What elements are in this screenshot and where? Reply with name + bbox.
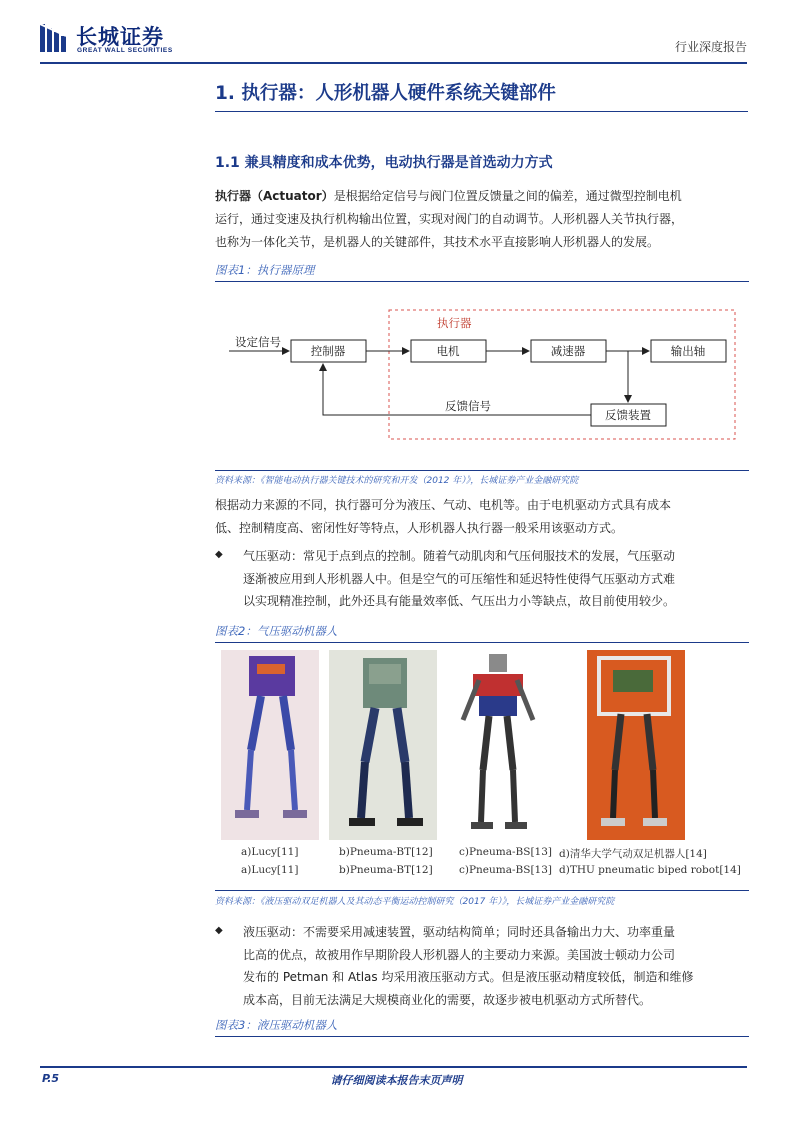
caption-pneuma-bt-en: b)Pneuma-BT[12]	[339, 864, 433, 876]
intro-paragraph	[215, 185, 749, 254]
hydraulic-bullet	[243, 921, 749, 1011]
thu-pneumatic-robot-image	[587, 650, 685, 840]
caption-thu-cn: d)清华大学气动双足机器人[14]	[559, 848, 707, 860]
brand-name-cn: 长城证券	[76, 24, 164, 49]
figure-2-top-rule	[215, 642, 749, 643]
output-shaft-label: 输出轴	[670, 344, 706, 358]
figure-2-title: 图表2：气压驱动机器人	[215, 624, 338, 638]
caption-pneuma-bs-en: c)Pneuma-BS[13]	[459, 864, 553, 876]
actuator-label: 执行器	[437, 316, 472, 330]
pneuma-bt-robot-image	[329, 650, 437, 840]
pneumatic-robots-figure	[215, 645, 749, 885]
bullet-line: 气压驱动：常见于点到点的控制。随着气动肌肉和气压伺服技术的发展，气压驱动	[243, 549, 676, 563]
pneuma-bs-robot-image	[449, 650, 547, 840]
controller-label: 控制器	[310, 344, 346, 358]
bullet-line: 液压驱动：不需要采用减速装置，驱动结构简单；同时还具备输出力大、功率重量	[243, 925, 676, 939]
page-number: P.5	[42, 1072, 60, 1085]
brand-name-en: GREAT WALL SECURITIES	[77, 47, 173, 54]
bullet-line: 以实现精准控制，此外还具有能量效率低、气压出力小等缺点，故目前使用较少。	[243, 594, 676, 608]
bullet-marker: ◆	[215, 925, 223, 936]
figure-1-source: 资料来源：《智能电动执行器关键技术的研究和开发（2012 年）》，长城证券产业金融研究院	[215, 476, 579, 486]
brand-logo-icon	[40, 22, 70, 54]
figure-3-top-rule	[215, 1036, 749, 1037]
figure-1-bottom-rule	[215, 470, 749, 471]
footer-disclaimer: 请仔细阅读本报告末页声明	[330, 1074, 463, 1087]
paragraph-line: 根据动力来源的不同，执行器可分为液压、气动、电机等。由于电机驱动方式具有成本	[215, 498, 672, 512]
bullet-line: 逐渐被应用到人形机器人中。但是空气的可压缩性和延迟特性使得气压驱动方式难	[243, 571, 676, 586]
section-heading: 1. 执行器：人形机器人硬件系统关键部件	[215, 83, 556, 104]
reducer-label: 减速器	[550, 344, 586, 358]
intro-line: 也称为一体化关节，是机器人的关键部件，其技术水平直接影响人形机器人的发展。	[215, 235, 660, 249]
pneumatic-bullet	[243, 545, 749, 613]
actuator-principle-diagram	[215, 285, 749, 465]
feedback-signal-label: 反馈信号	[445, 399, 491, 413]
motor-label: 电机	[436, 344, 460, 358]
set-signal-label: 设定信号	[235, 335, 281, 349]
heading-divider	[215, 111, 748, 112]
paragraph-line: 低、控制精度高、密闭性好等特点，人形机器人执行器一般采用该驱动方式。	[215, 521, 624, 535]
intro-line: 运行，通过变速及执行机构输出位置，实现对阀门的自动调节。人形机器人关节执行器，	[215, 212, 684, 226]
intro-line: 是根据给定信号与阀门位置反馈量之间的偏差，通过微型控制电机	[333, 189, 682, 203]
drive-type-paragraph	[215, 494, 749, 540]
footer-divider	[40, 1066, 747, 1068]
figure-2-bottom-rule	[215, 890, 749, 891]
bullet-line: 成本高，目前无法满足大规模商业化的需要，故逐步被电机驱动方式所替代。	[243, 992, 652, 1007]
report-type: 行业深度报告	[674, 40, 747, 54]
figure-3-title: 图表3：液压驱动机器人	[215, 1018, 338, 1032]
subsection-heading: 1.1 兼具精度和成本优势，电动执行器是首选动力方式	[215, 155, 553, 171]
bullet-line: 发布的 Petman 和 Atlas 均采用液压驱动方式。但是液压驱动精度较低，制造和维修	[243, 970, 694, 984]
lucy-robot-image	[221, 650, 319, 840]
caption-lucy-en: a)Lucy[11]	[241, 864, 299, 876]
bullet-marker: ◆	[215, 549, 223, 560]
feedback-device-label: 反馈装置	[605, 408, 651, 422]
figure-2-source: 资料来源：《液压驱动双足机器人及其动态平衡运动控制研究（2017 年）》，长城证券产业金融研究院	[215, 897, 615, 907]
caption-pneuma-bt-cn: b)Pneuma-BT[12]	[339, 846, 433, 858]
figure-1-title: 图表1：执行器原理	[215, 263, 315, 277]
figure-1-top-rule	[215, 281, 749, 282]
bullet-line: 比高的优点，故被用作早期阶段人形机器人的主要动力来源。美国波士顿动力公司	[243, 947, 676, 962]
header-divider	[40, 62, 747, 64]
caption-thu-en: d)THU pneumatic biped robot[14]	[559, 864, 741, 876]
intro-lead-term: 执行器（Actuator）	[215, 189, 334, 203]
caption-lucy-cn: a)Lucy[11]	[241, 846, 299, 858]
caption-pneuma-bs-cn: c)Pneuma-BS[13]	[459, 846, 553, 858]
